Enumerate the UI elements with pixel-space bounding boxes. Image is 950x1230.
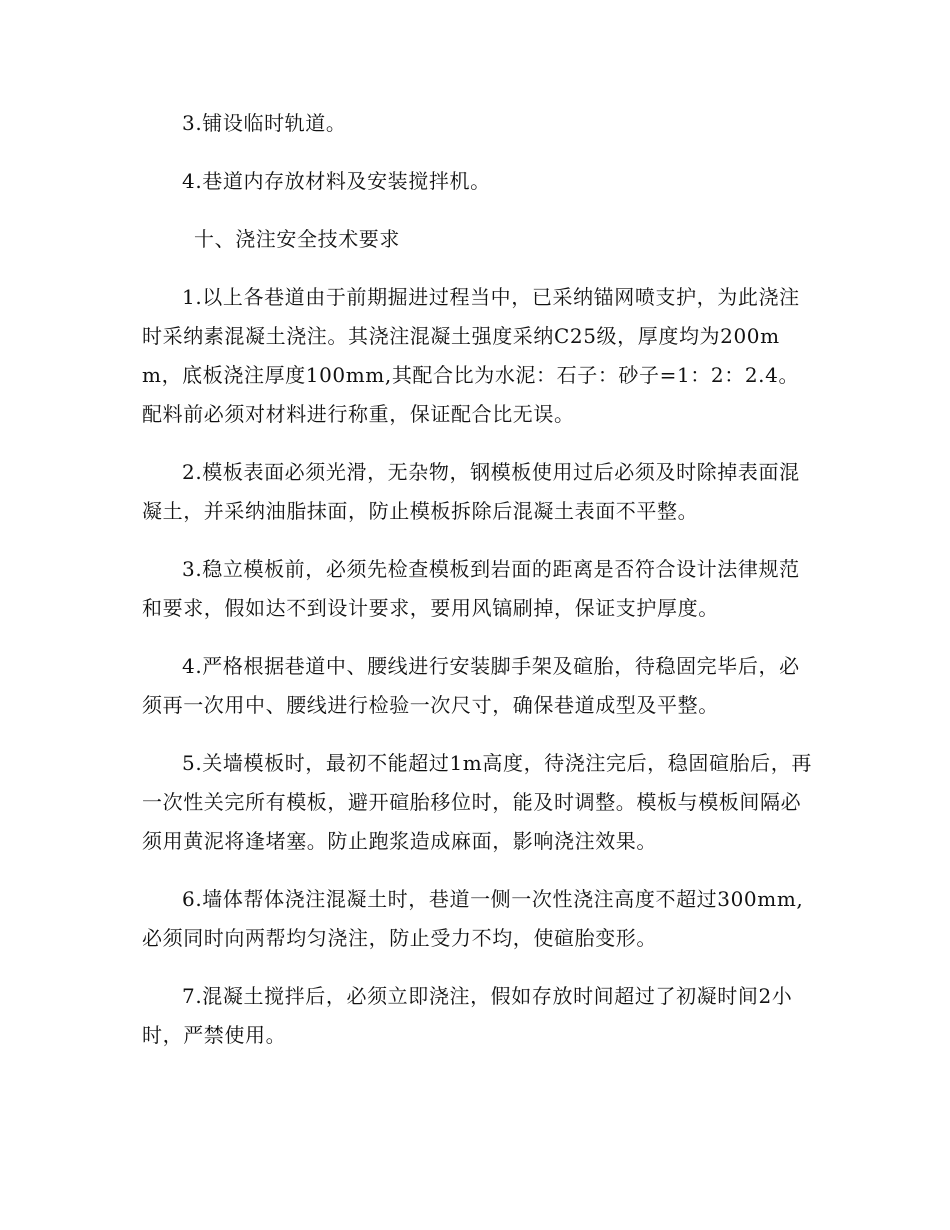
section-heading: 十、浇注安全技术要求 — [194, 227, 400, 251]
paragraph-rule-5: 5.关墙模板时，最初不能超过1m高度，待浇注完后，稳固碹胎后，再一次性关完所有模板，避开碹胎移位时，能及时调整。模板与模板间隔必须用黄泥将逢堵塞。防止跑浆造成麻面，影响浇注效果。 — [142, 751, 812, 853]
paragraph-rule-1: 1.以上各巷道由于前期掘进过程当中，已采纳锚网喷支护，为此浇注时采纳素混凝土浇注。其浇注混凝土强度采纳C25级，厚度均为200mm，底板浇注厚度100mm,其配合比为水泥：石子：砂子=1：2：2.4。配料前必须对材料进行称重，保证配合比无误。 — [142, 285, 800, 426]
paragraph-rule-7: 7.混凝土搅拌后，必须立即浇注，假如存放时间超过了初凝时间2小时，严禁使用。 — [142, 984, 793, 1047]
paragraph-rule-2: 2.模板表面必须光滑，无杂物，钢模板使用过后必须及时除掉表面混凝土，并采纳油脂抹面，防止模板拆除后混凝土表面不平整。 — [142, 460, 800, 523]
paragraph-step-4-materials: 4.巷道内存放材料及安装搅拌机。 — [182, 169, 491, 193]
paragraph-rule-3: 3.稳立模板前，必须先检查模板到岩面的距离是否符合设计法律规范和要求，假如达不到设计要求，要用风镐刷掉，保证支护厚度。 — [142, 557, 800, 620]
paragraph-rule-4: 4.严格根据巷道中、腰线进行安装脚手架及碹胎，待稳固完毕后，必须再一次用中、腰线进行检验一次尺寸，确保巷道成型及平整。 — [142, 654, 800, 717]
document-body — [142, 104, 812, 1074]
paragraph-rule-6: 6.墙体帮体浇注混凝土时，巷道一侧一次性浇注高度不超过300mm,必须同时向两帮均匀浇注，防止受力不均，使碹胎变形。 — [142, 887, 804, 950]
paragraph-step-3-rails: 3.铺设临时轨道。 — [182, 111, 347, 135]
